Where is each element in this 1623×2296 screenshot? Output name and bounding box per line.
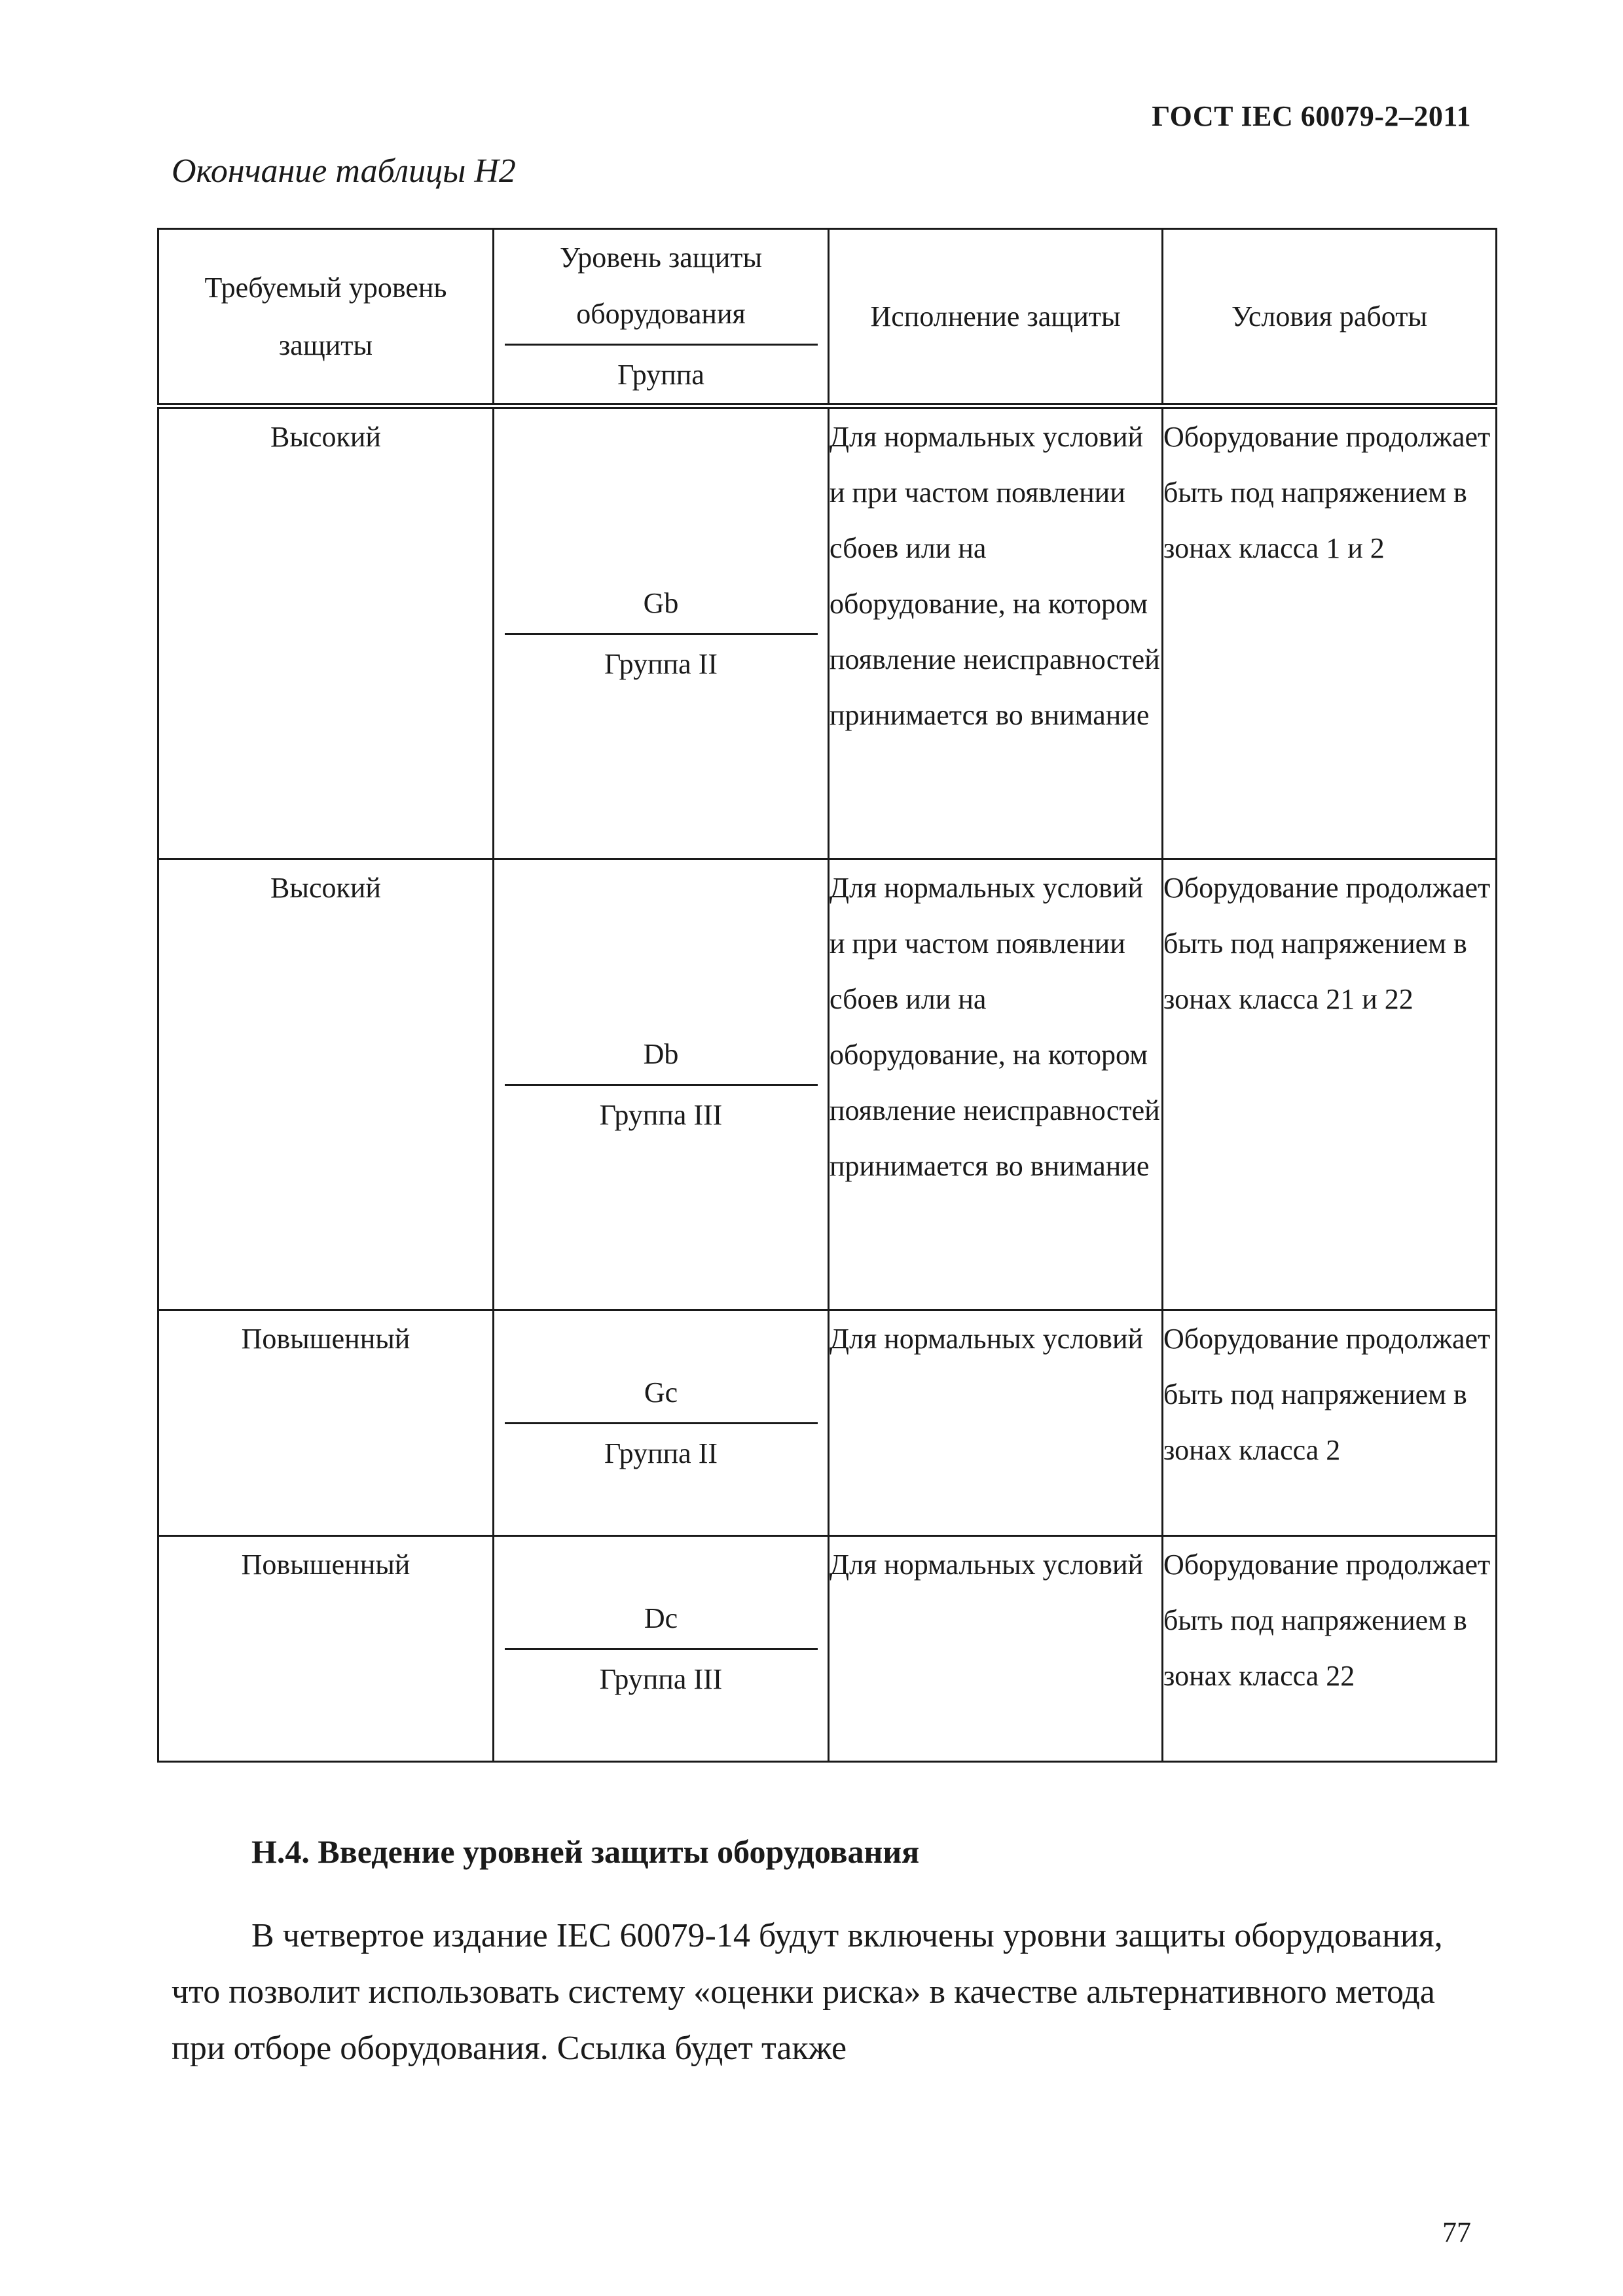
- fraction-divider: [505, 1084, 818, 1086]
- page-number: 77: [1442, 2216, 1471, 2248]
- epl-code: Db: [643, 1037, 679, 1070]
- cell-epl: [494, 406, 829, 859]
- document-header: ГОСТ IEC 60079-2–2011: [1152, 100, 1471, 132]
- body-paragraph: В четвертое издание IEC 60079-14 будут включены уровни защиты оборудования, что позволит использовать систему «оценки риска» в качестве альтернативного метода при отборе оборудования. Ссылка будет также: [172, 1917, 1443, 2067]
- cell-level: Повышенный: [158, 1310, 494, 1536]
- header-conditions: Условия работы: [1163, 229, 1497, 406]
- table-row: [158, 1536, 1497, 1762]
- header-epl-group: [494, 229, 829, 406]
- table-row: [158, 406, 1497, 859]
- cell-level: Повышенный: [158, 1536, 494, 1762]
- cell-protection: Для нормальных условий: [829, 1310, 1163, 1536]
- table-row: [158, 1310, 1497, 1536]
- section-title: Н.4. Введение уровней защиты оборудования: [251, 1833, 920, 1870]
- fraction-divider: [505, 633, 818, 635]
- table-caption: Окончание таблицы Н2: [172, 152, 516, 190]
- fraction-divider: [505, 1648, 818, 1650]
- equipment-group: Группа III: [599, 1098, 723, 1131]
- cell-protection: Для нормальных условий и при частом появлении сбоев или на оборудование, на котором появление неисправностей принимается во внимание: [829, 859, 1163, 1310]
- epl-code: Dc: [644, 1602, 678, 1634]
- cell-level: Высокий: [158, 406, 494, 859]
- fraction-divider: [505, 344, 818, 346]
- cell-protection: Для нормальных условий: [829, 1536, 1163, 1762]
- table-header-row: [158, 229, 1497, 406]
- cell-conditions: Оборудование продолжает быть под напряжением в зонах класса 2: [1163, 1310, 1497, 1536]
- cell-epl: [494, 1310, 829, 1536]
- header-group-label: Группа: [617, 359, 704, 391]
- equipment-group: Группа II: [604, 1437, 718, 1469]
- epl-code: Gb: [643, 586, 679, 619]
- equipment-group: Группа II: [604, 647, 718, 680]
- header-epl-label: Уровень защиты оборудования: [559, 242, 763, 330]
- cell-epl: [494, 1536, 829, 1762]
- header-required-level: Требуемый уровень защиты: [158, 229, 494, 406]
- cell-protection: Для нормальных условий и при частом появлении сбоев или на оборудование, на котором появление неисправностей принимается во внимание: [829, 406, 1163, 859]
- equipment-group: Группа III: [599, 1662, 723, 1695]
- protection-levels-table: [157, 228, 1497, 1763]
- cell-conditions: Оборудование продолжает быть под напряжением в зонах класса 1 и 2: [1163, 406, 1497, 859]
- fraction-divider: [505, 1422, 818, 1424]
- table-row: [158, 859, 1497, 1310]
- cell-conditions: Оборудование продолжает быть под напряжением в зонах класса 22: [1163, 1536, 1497, 1762]
- cell-level: Высокий: [158, 859, 494, 1310]
- header-protection: Исполнение защиты: [829, 229, 1163, 406]
- epl-code: Gc: [644, 1376, 678, 1408]
- cell-epl: [494, 859, 829, 1310]
- cell-conditions: Оборудование продолжает быть под напряжением в зонах класса 21 и 22: [1163, 859, 1497, 1310]
